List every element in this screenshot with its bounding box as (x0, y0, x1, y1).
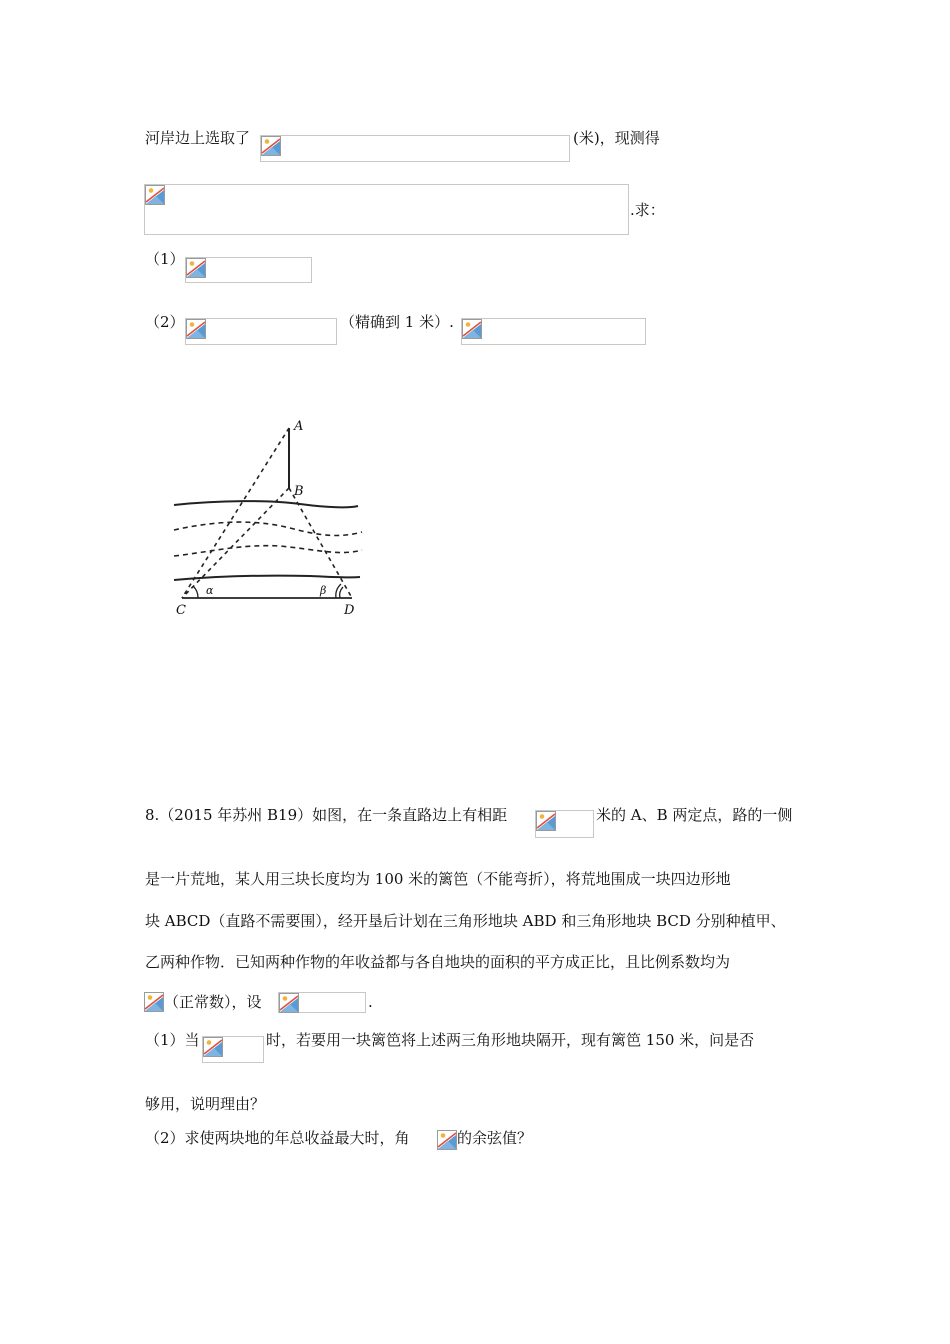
river-bank-top (174, 501, 358, 507)
p8-line4: 乙两种作物．已知两种作物的年收益都与各自地块的面积的平方成正比，且比例系数均为 (145, 953, 731, 971)
river-wave (174, 546, 362, 556)
p7-q2-note: （精确到 1 米）. (340, 313, 454, 331)
formula-image-placeholder (144, 992, 164, 1012)
river-figure (160, 410, 380, 625)
label-c: C (176, 603, 186, 618)
label-a: A (294, 419, 304, 434)
sight-line-ca (182, 428, 289, 598)
label-b: B (294, 484, 304, 499)
p8-q1-line2: 够用，说明理由？ (145, 1095, 266, 1113)
p7-q1-label: （1） (145, 250, 185, 268)
broken-image-icon (462, 319, 482, 339)
sight-line-db (289, 488, 352, 598)
p8-q2-prefix: （2）求使两块地的年总收益最大时，角 (145, 1129, 410, 1147)
broken-image-icon (203, 1037, 223, 1057)
formula-image-placeholder (144, 184, 629, 235)
p7-line1-prefix: 河岸边上选取了 (145, 129, 251, 147)
p7-line2-suffix: .求： (630, 201, 665, 219)
p7-q2-label: （2） (145, 313, 185, 331)
label-d: D (344, 603, 355, 618)
formula-image-placeholder (278, 992, 366, 1013)
broken-image-icon (145, 185, 165, 205)
p8-line1-suffix: 米的 A、B 两定点，路的一侧 (596, 806, 793, 824)
river-bank-bottom (174, 576, 360, 580)
formula-image-placeholder (461, 318, 646, 345)
p8-q1-suffix: 时，若要用一块篱笆将上述两三角形地块隔开，现有篱笆 150 米，问是否 (266, 1031, 755, 1049)
label-beta: β (320, 584, 327, 597)
p8-line2: 是一片荒地，某人用三块长度均为 100 米的篱笆（不能弯折），将荒地围成一块四边形地 (145, 870, 731, 888)
formula-image-placeholder (535, 810, 594, 838)
sight-line-cb (182, 488, 289, 598)
broken-image-icon (536, 811, 556, 831)
p8-line5-end: . (368, 993, 373, 1011)
formula-image-placeholder (437, 1130, 457, 1150)
p7-line1-suffix: (米)，现测得 (573, 129, 660, 147)
angle-beta-arc (340, 587, 343, 598)
p8-q1-prefix: （1）当 (145, 1031, 200, 1049)
formula-image-placeholder (185, 257, 312, 283)
broken-image-icon (261, 136, 281, 156)
angle-alpha-arc (193, 586, 198, 598)
p8-line3: 块 ABCD（直路不需要围），经开垦后计划在三角形地块 ABD 和三角形地块 BCD 分别种植甲、 (145, 912, 786, 930)
formula-image-placeholder (185, 318, 337, 345)
broken-image-icon (144, 992, 164, 1012)
p8-line1-prefix: 8.（2015 年苏州 B19）如图，在一条直路边上有相距 (145, 806, 508, 824)
broken-image-icon (437, 1130, 457, 1150)
river-wave (174, 522, 362, 535)
p8-q2-suffix: 的余弦值？ (457, 1129, 533, 1147)
p8-line5-mid: （正常数），设 (164, 993, 262, 1011)
broken-image-icon (186, 319, 206, 339)
formula-image-placeholder (260, 135, 570, 162)
formula-image-placeholder (202, 1036, 264, 1063)
broken-image-icon (186, 258, 206, 278)
label-alpha: α (206, 584, 214, 597)
broken-image-icon (279, 993, 299, 1013)
